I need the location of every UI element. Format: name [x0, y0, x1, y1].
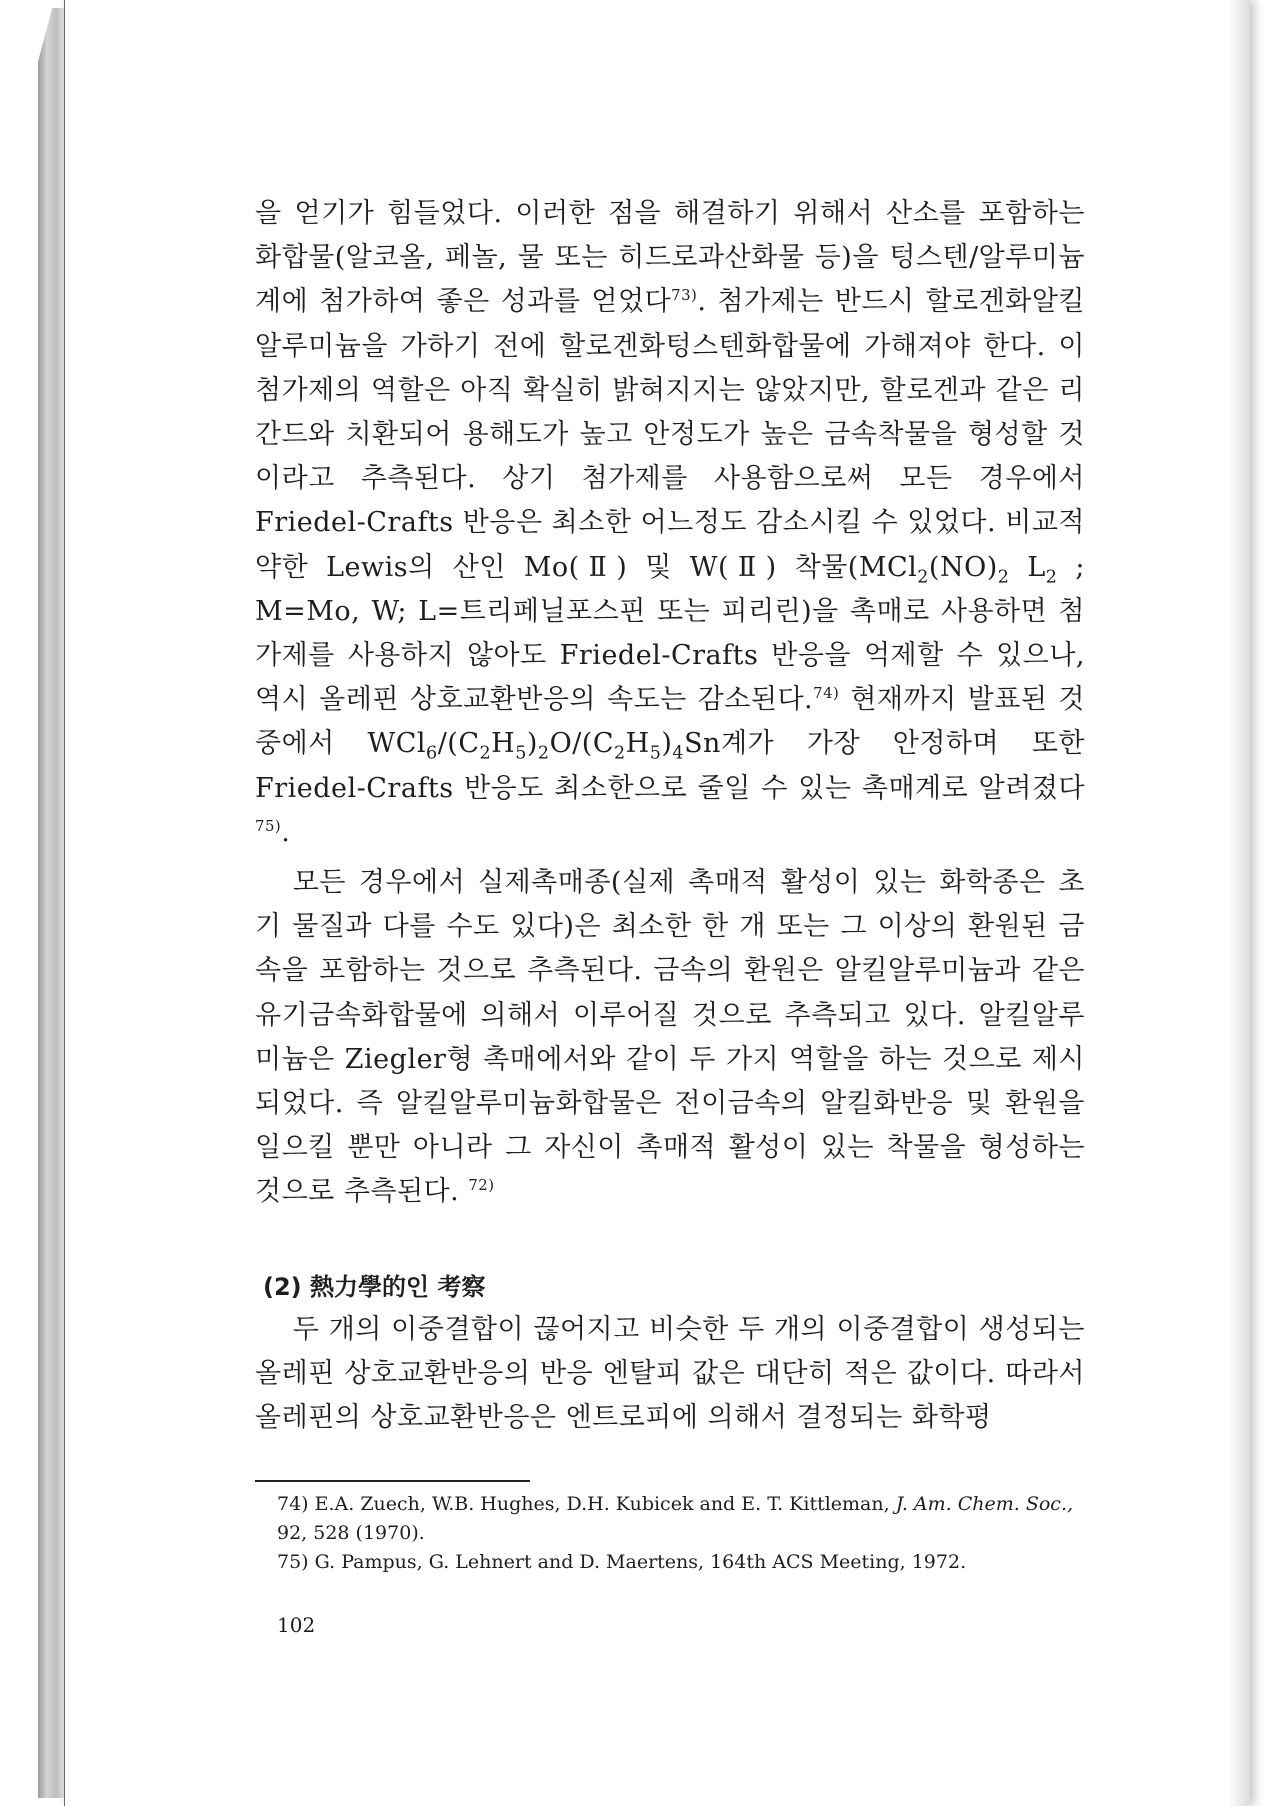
citation-75: 75)	[255, 816, 282, 835]
subscript: 2	[537, 743, 550, 764]
footnote-74	[255, 1490, 1085, 1548]
subscript: 2	[614, 743, 626, 764]
footnote-authors: E.A. Zuech, W.B. Hughes, D.H. Kubicek and E. T. Kittleman,	[314, 1493, 890, 1516]
footnote-citation: G. Pampus, G. Lehnert and D. Maertens, 164th ACS Meeting, 1972.	[314, 1551, 967, 1574]
footnote-number: 75)	[277, 1551, 309, 1574]
subscript: 2	[1045, 567, 1058, 588]
section-heading: (2) 熱力學的인 考察	[263, 1272, 486, 1301]
subscript: 4	[672, 743, 685, 764]
footnote-divider	[255, 1480, 530, 1482]
footnote-75	[255, 1548, 1085, 1577]
body-paragraph-1	[255, 192, 1085, 855]
text-run: H	[491, 728, 516, 760]
text-run: )	[661, 728, 673, 760]
footnote-citation: 92, 528 (1970).	[277, 1522, 425, 1545]
text-run: ; M=Mo, W; L=트리페닐포스핀 또는 피리린)을 촉매로 사용하면 첨가제를 사용하지 않아도 Friedel-Crafts 반응을 억제할 수 있으나, 역시 올레핀 상호교환반응의 속도는 감소된다.	[255, 551, 1085, 716]
citation-74: 74)	[813, 684, 840, 703]
subscript: 2	[479, 743, 492, 764]
page-right-shadow	[1228, 0, 1250, 1806]
text-run: L	[1009, 551, 1046, 583]
footnote-journal: J. Am. Chem. Soc.,	[895, 1493, 1074, 1516]
text-run: /(C	[437, 728, 480, 760]
subscript: 5	[649, 743, 662, 764]
subscript: 2	[917, 567, 929, 588]
section-paragraph: 두 개의 이중결합이 끊어지고 비슷한 두 개의 이중결합이 생성되는 올레핀 상호교환반응의 반응 엔탈피 값은 대단히 적은 값이다. 따라서 올레핀의 상호교환반응은 엔트로피에 의해서 결정되는 화학평	[255, 1313, 1085, 1434]
body-paragraph-2	[255, 861, 1085, 1215]
text-run: (NO)	[928, 551, 998, 583]
text-run: .	[281, 816, 291, 848]
text-run: 을 얻기가 힘들었다. 이러한 점을 해결하기 위해서 산소를 포함하는 화합물(알코올, 페놀, 물 또는 히드로과산화물 등)을 텅스텐/알루미늄계에 첨가하여 좋은 성과를 얻었다	[255, 198, 1085, 318]
subscript: 5	[515, 743, 527, 764]
text-run: H	[625, 728, 650, 760]
text-run: . 첨가제는 반드시 할로겐화알킬알루미늄을 가하기 전에 할로겐화텅스텐화합물에 가해져야 한다. 이 첨가제의 역할은 아직 확실히 밝혀지지는 않았지만, 할로겐과 같은 리간드와 치환되어 용해도가 높고 안정도가 높은 금속착물을 형성할 것이라고 추측된다. 상기 첨가제를 사용함으로써 모든 경우에서 Friedel-Crafts 반응은 최소한 어느정도 감소시킬 수 있었다. 비교적 약한 Lewis의 산인 Mo(Ⅱ) 및 W(Ⅱ) 착물(MCl	[255, 286, 1085, 583]
book-page-edge	[38, 8, 64, 1798]
text-run: O/(C	[549, 728, 614, 760]
subscript: 2	[997, 567, 1010, 588]
citation-73: 73)	[671, 286, 698, 305]
text-run: 모든 경우에서 실제촉매종(실제 촉매적 활성이 있는 화학종은 초기 물질과 다를 수도 있다)은 최소한 한 개 또는 그 이상의 환원된 금속을 포함하는 것으로 추측된다. 금속의 환원은 알킬알루미늄과 같은 유기금속화합물에 의해서 이루어질 것으로 추측되고 있다. 알킬알루미늄은 Ziegler형 촉매에서와 같이 두 가지 역할을 하는 것으로 제시되었다. 즉 알킬알루미늄화합물은 전이금속의 알킬화반응 및 환원을 일으킬 뿐만 아니라 그 자신이 촉매적 활성이 있는 착물을 형성하는 것으로 추측된다.	[255, 867, 1085, 1208]
text-run: Sn계가 가장 안정하며 또한 Friedel-Crafts 반응도 최소한으로 줄일 수 있는 촉매계로 알려졌다	[255, 728, 1086, 804]
text-run: 현재까지 발표된 것 중에서 WCl	[255, 684, 1085, 760]
subscript: 6	[426, 743, 438, 764]
text-run: )	[526, 728, 538, 760]
page-number: 102	[277, 1613, 316, 1638]
citation-72: 72)	[468, 1176, 495, 1195]
footnote-number: 74)	[277, 1493, 309, 1516]
page-content	[255, 192, 1085, 1637]
